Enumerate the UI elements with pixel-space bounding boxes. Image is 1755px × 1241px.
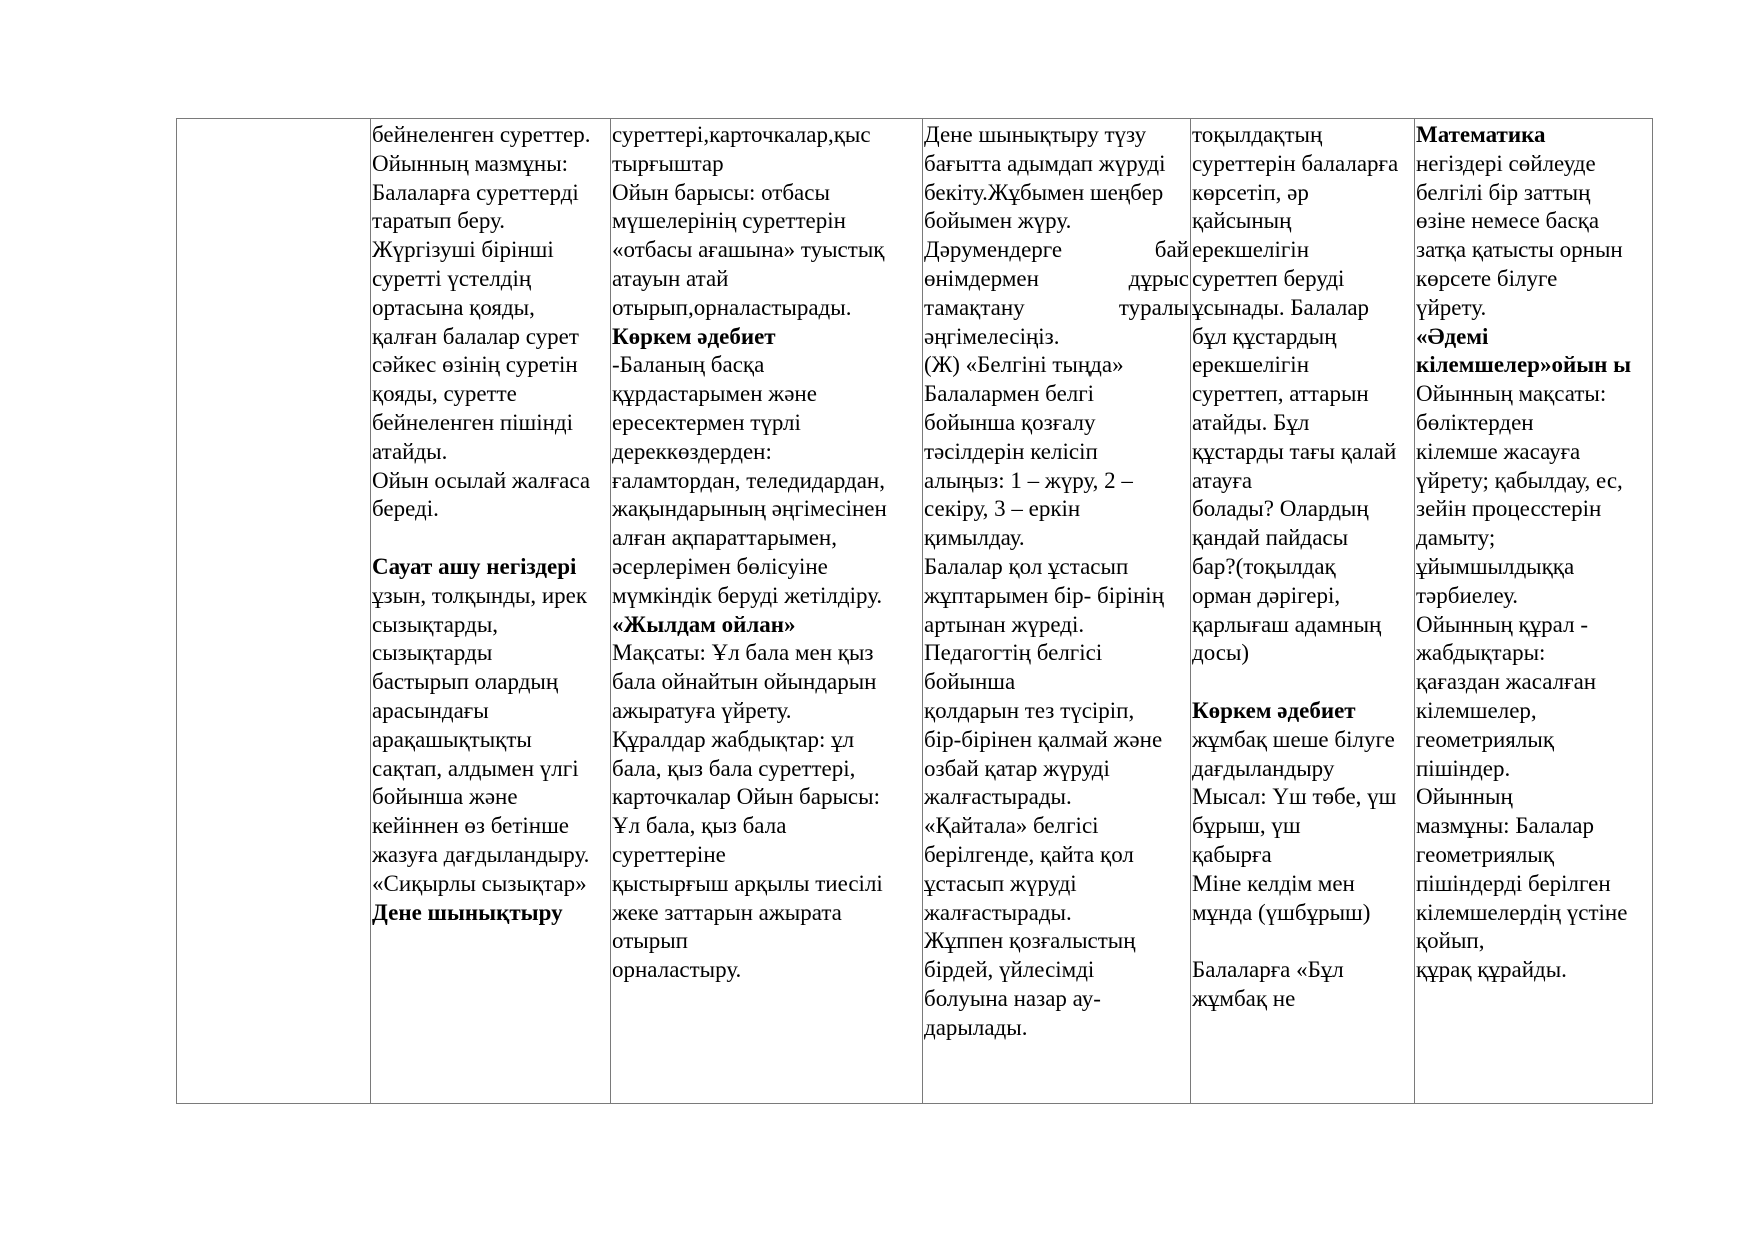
text-line: береді. [372,496,439,522]
text-line: қойып, [1416,928,1485,954]
text-line: «отбасы ағашына» туыстық [612,237,885,263]
text-line: бала, қыз бала суреттері, [612,755,856,781]
text-line: Жұппен қозғалыстың [924,928,1136,954]
text-line: досы) [1192,640,1250,666]
text-line: Көркем әдебиет [612,323,776,349]
text-line: жұмбақ шеше білуге [1192,726,1395,752]
text-line: бар?(тоқылдақ [1192,553,1336,579]
text-line [372,524,609,553]
text-line: артынан жүреді. [924,611,1085,637]
text-line: жақындарының әңгімесінен [612,496,887,522]
text-line: қалған балалар сурет [372,323,579,349]
text-line: озбай қатар жүруді [924,755,1110,781]
text-line: «Қайтала» белгісі [924,813,1099,839]
text-line: Ойын барысы: отбасы [612,179,830,205]
text-line: -Баланың басқа [612,352,765,378]
text-line: «Әдемі [1416,323,1489,349]
text-line: Математика [1416,122,1546,147]
text-line: ажыратуға үйрету. [612,697,792,723]
text-line: ғаламтордан, теледидардан, [612,467,885,493]
text-line: (Ж) «Белгіні тыңда» [924,352,1124,378]
text-line: Міне келдім мен [1192,870,1355,896]
text-line: қояды, суретте [372,381,517,407]
text-line: ұзын, толқынды, ирек [372,582,588,608]
text-line: тәсілдерін келісіп [924,438,1098,464]
text-line: тоқылдақтың [1192,122,1323,147]
text-line: бекіту.Жұбымен шеңбер [924,179,1164,205]
table-cell-col-5 [1191,119,1415,1104]
text-line: бейнеленген суреттер. [372,122,591,147]
text-line: орналастыру. [612,957,742,983]
text-line: «Жылдам ойлан» [612,611,796,637]
text-line: Балалар қол ұстасып [924,553,1129,579]
table-row [177,119,1653,1104]
text-line: жабдықтары: [1416,640,1546,666]
text-line: атауға [1192,467,1253,493]
text-line: Құралдар жабдықтар: ұл [612,726,855,752]
text-line: құстарды тағы қалай [1192,438,1397,464]
text-line: құрақ құрайды. [1416,957,1567,983]
text-line [1192,668,1413,697]
text-line: Ұл бала, қыз бала [612,813,787,839]
text-line: Ойынның құрал - [1416,611,1588,637]
text-line: суреттеп, аттарын [1192,381,1369,407]
text-line: Жүргізуші бірінші [372,237,554,263]
text-line: суреттеріне [612,841,726,867]
text-line: суреттері,карточкалар,қыс [612,122,871,147]
text-line: дарылады. [924,1014,1028,1040]
text-line: бала ойнайтын ойындарын [612,669,877,695]
text-line: ұйымшылдыққа [1416,553,1575,579]
text-line: Балалармен белгі [924,381,1095,407]
text-line: бастырып олардың [372,669,559,695]
text-line: Балаларға суреттерді [372,179,579,205]
text-line: мазмұны: Балалар [1416,813,1595,839]
text-line: әсерлерімен бөлісуіне [612,553,828,579]
text-line: бойынша қозғалу [924,409,1096,435]
text-line: геометриялық [1416,841,1554,867]
text-line: бағытта адымдап жүруді [924,150,1166,176]
text-line: Мысал: Үш төбе, үш [1192,784,1397,810]
table-cell-col-4 [923,119,1191,1104]
text-line: көрсете білуге [1416,265,1558,291]
text-line: қимылдау. [924,525,1025,551]
text-line: үйрету. [1416,294,1487,320]
text-line: кейіннен өз бетінше [372,813,570,839]
text-line: мұнда (үшбұрыш) [1192,899,1371,925]
text-line: пішіндер. [1416,755,1511,781]
text-line: орман дәрігері, [1192,582,1341,608]
text-line: жұптарымен бір- бірінің [924,582,1165,608]
text-line: атайды. [372,438,448,464]
text-line: құрдастарымен және [612,381,817,407]
text-line: суреттерін балаларға [1192,150,1399,176]
text-line: суреттеп беруді [1192,265,1345,291]
text-line: мүмкіндік беруді жетілдіру. [612,582,883,608]
text-line: Көркем әдебиет [1192,697,1356,723]
text-line: отырып,орналастырады. [612,294,852,320]
text-line: тәрбиелеу. [1416,582,1519,608]
text-line: кілемшелер»ойын ы [1416,352,1632,378]
table-cell-col-6 [1415,119,1653,1104]
text-line [1192,927,1413,956]
text-line: ерекшелігін [1192,237,1310,263]
text-line: Дәрумендерге бай [924,237,1189,263]
text-line: атайды. Бұл [1192,409,1310,435]
text-line: өзіне немесе басқа [1416,208,1600,234]
text-line: отырып [612,928,688,954]
text-line: геометриялық [1416,726,1554,752]
text-line: кілемше жасауға [1416,438,1581,464]
text-line: өнімдермен дұрыс [924,265,1189,291]
text-line: атауын атай [612,265,729,291]
text-line: бірдей, үйлесімді [924,957,1095,983]
text-line: бұрыш, үш [1192,813,1301,839]
text-line: сызықтарды, [372,611,499,637]
text-line: Дене шынықтыру [372,899,563,925]
table-cell-col-1 [177,119,371,1104]
text-line: жазуға дағдыландыру. [372,841,590,867]
text-line: арақашықтықты [372,726,532,752]
text-line: негіздері сөйлеуде [1416,150,1596,176]
text-line: Педагогтің белгісі [924,640,1103,666]
text-line: Сауат ашу негіздері [372,553,577,579]
text-line: жалғастырады. [924,899,1072,925]
text-line: жұмбақ не [1192,985,1296,1011]
text-line: болады? Олардың [1192,496,1369,522]
text-line: қағаздан жасалған [1416,669,1597,695]
text-line: Ойынның мақсаты: [1416,381,1607,407]
text-line: жалғастырады. [924,784,1072,810]
text-line: мүшелерінің суреттерін [612,208,846,234]
text-line: Дене шынықтыру түзу [924,122,1147,147]
text-line: Ойынның мазмұны: [372,150,569,176]
text-line: бір-бірінен қалмай және [924,726,1163,752]
text-line: қабырға [1192,841,1272,867]
text-line: Мақсаты: Ұл бала мен қыз [612,640,874,666]
text-line: дереккөздерден: [612,438,772,464]
text-line: кілемшелердің үстіне [1416,899,1628,925]
text-line: Ойынның [1416,784,1513,810]
table-cell-col-3 [611,119,923,1104]
text-line: бойынша және [372,784,518,810]
text-line: бөліктерден [1416,409,1534,435]
text-line: сәйкес өзінің суретін [372,352,578,378]
text-line: арасындағы [372,697,489,723]
text-line: бейнеленген пішінді [372,409,574,435]
text-line: Ойын осылай жалғаса [372,467,591,493]
text-line: дағдыландыру [1192,755,1335,781]
text-line: берілгенде, қайта қол [924,841,1134,867]
text-line: зейін процесстерін [1416,496,1602,522]
text-line: алған ақпараттарымен, [612,525,837,551]
text-line: тамақтану туралы [924,294,1189,320]
text-line: үйрету; қабылдау, ес, [1416,467,1623,493]
text-line: бұл құстардың [1192,323,1337,349]
text-line: ұсынады. Балалар [1192,294,1370,320]
text-line: бойымен жүру. [924,208,1072,234]
text-line: сызықтарды [372,640,493,666]
text-line: суретті үстелдің [372,265,532,291]
text-line: көрсетіп, әр [1192,179,1309,205]
text-line: әңгімелесіңіз. [924,323,1060,349]
text-line: Балаларға «Бұл [1192,957,1344,983]
text-line: ересектермен түрлі [612,409,801,435]
text-line: қыстырғыш арқылы тиесілі [612,870,883,896]
text-line: ерекшелігін [1192,352,1310,378]
table-cell-col-2 [371,119,611,1104]
text-line: секіру, 3 – еркін [924,496,1081,522]
text-line: алыңыз: 1 – жүру, 2 – [924,467,1133,493]
text-line: кілемшелер, [1416,697,1537,723]
text-line: дамыту; [1416,525,1496,551]
text-line: қолдарын тез түсіріп, [924,697,1135,723]
text-line: таратып беру. [372,208,505,234]
text-line: қарлығаш адамның [1192,611,1382,637]
text-line: ортасына қояды, [372,294,535,320]
text-line: болуына назар ау- [924,985,1101,1011]
text-line: «Сиқырлы сызықтар» [372,870,587,896]
text-line: тырғыштар [612,150,724,176]
text-line: бойынша [924,669,1016,695]
text-line: карточкалар Ойын барысы: [612,784,880,810]
text-line: сақтап, алдымен үлгі [372,755,579,781]
text-line: затқа қатысты орнын [1416,237,1623,263]
text-line: пішіндерді берілген [1416,870,1611,896]
lesson-plan-table [176,118,1653,1104]
text-line: қайсының [1192,208,1292,234]
text-line: қандай пайдасы [1192,525,1349,551]
text-line: жеке заттарын ажырата [612,899,842,925]
text-line: белгілі бір заттың [1416,179,1591,205]
text-line: ұстасып жүруді [924,870,1077,896]
